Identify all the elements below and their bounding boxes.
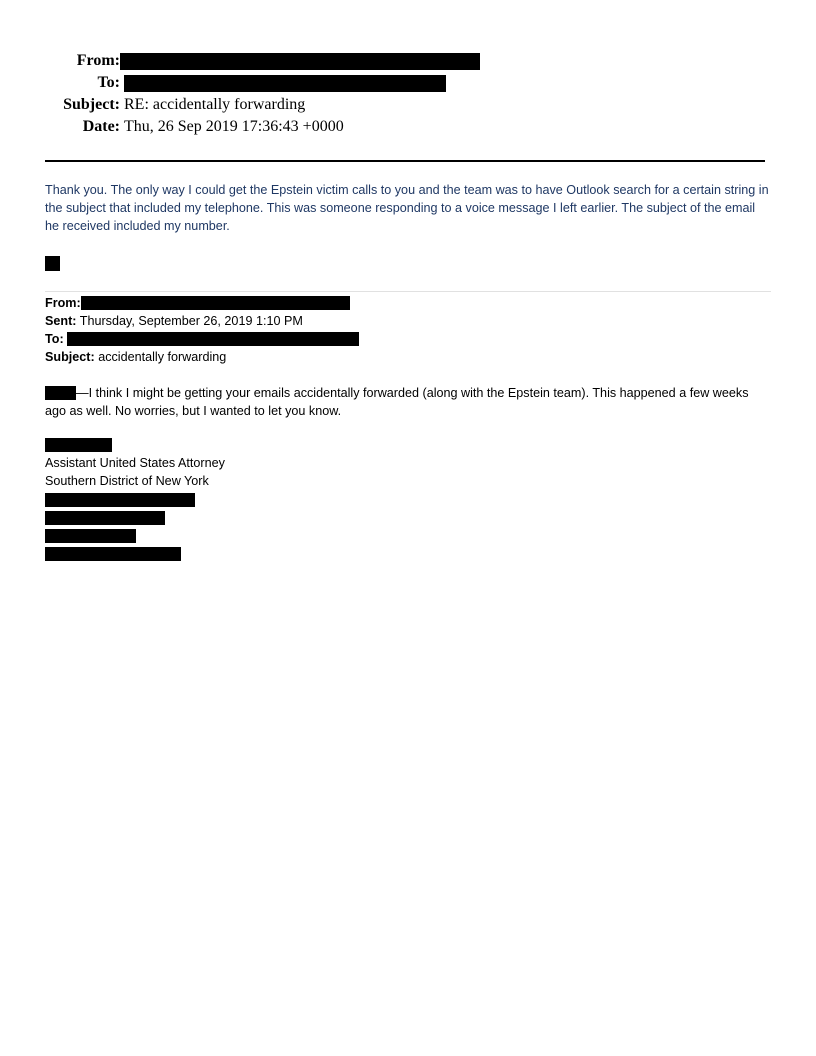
quoted-message-divider <box>45 291 771 292</box>
header-date-row <box>0 116 816 138</box>
redacted-reply-signature <box>45 256 60 271</box>
header-date-value: Thu, 26 Sep 2019 17:36:43 +0000 <box>124 118 344 135</box>
header-subject-label: Subject: <box>63 96 120 113</box>
email-header <box>0 50 816 138</box>
redacted-signature-name <box>45 438 112 452</box>
header-subject-value: RE: accidentally forwarding <box>124 96 306 113</box>
original-subject-row <box>45 348 771 366</box>
original-message <box>45 294 771 563</box>
header-date-label: Date: <box>82 118 120 135</box>
redacted-original-to <box>67 332 359 346</box>
reply-body: Thank you. The only way I could get the Epstein victim calls to you and the team was to have Outlook search for a certain string in the subject that included my telephone. This was someone responding to a voice message I left earlier. The subject of the email he received included my number. <box>45 183 769 233</box>
original-sent-row <box>45 312 771 330</box>
header-to-label: To: <box>97 74 120 91</box>
original-subject-value: accidentally forwarding <box>98 350 227 364</box>
signature-office: Southern District of New York <box>45 474 209 488</box>
signature-block <box>45 438 771 561</box>
redacted-original-from <box>81 296 350 310</box>
header-to-row <box>0 72 816 94</box>
original-to-label: To: <box>45 332 64 346</box>
header-from-row <box>0 50 816 72</box>
redacted-signature-line-3 <box>45 529 136 543</box>
header-subject-row <box>0 94 816 116</box>
header-divider <box>45 160 765 162</box>
signature-title: Assistant United States Attorney <box>45 456 225 470</box>
original-body-text: —I think I might be getting your emails accidentally forwarded (along with the Epstein team). This happened a few weeks ago as well. No worries, but I wanted to let you know. <box>45 386 749 418</box>
original-to-row <box>45 330 771 348</box>
original-sent-value: Thursday, September 26, 2019 1:10 PM <box>79 314 303 328</box>
original-from-row <box>45 294 771 312</box>
redacted-to-address <box>124 75 446 92</box>
redacted-signature-line-1 <box>45 493 195 507</box>
original-sent-label: Sent: <box>45 314 77 328</box>
redacted-signature-line-2 <box>45 511 165 525</box>
header-from-label: From: <box>76 52 120 69</box>
original-subject-label: Subject: <box>45 350 95 364</box>
redacted-signature-line-4 <box>45 547 181 561</box>
original-body <box>45 384 771 420</box>
redacted-from-address <box>120 53 480 70</box>
original-from-label: From: <box>45 296 81 310</box>
redacted-recipient-name <box>45 386 76 400</box>
